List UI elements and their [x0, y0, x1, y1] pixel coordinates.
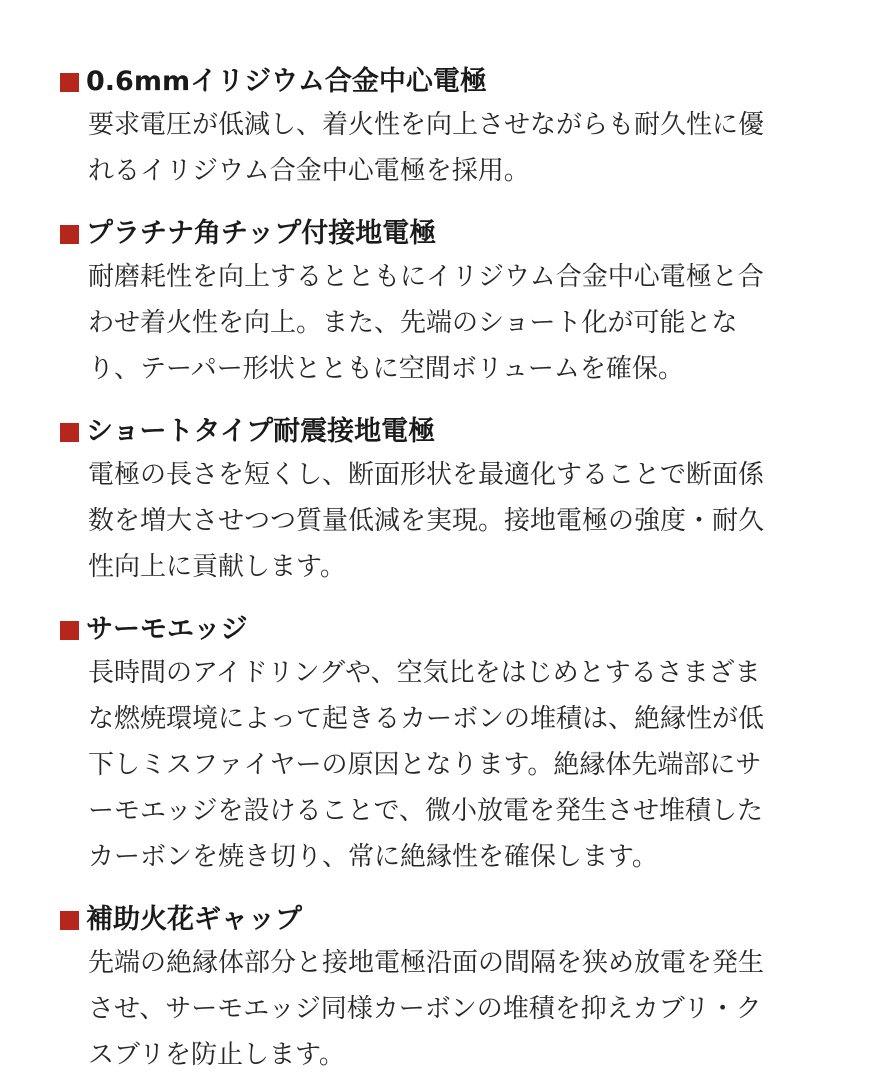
- body-line: わせ着火性を向上。また、先端のショート化が可能とな: [88, 308, 738, 338]
- section-heading: [60, 214, 856, 254]
- section-heading: [60, 900, 856, 940]
- section-thermo-edge: [60, 610, 856, 880]
- body-line: ーモエッジを設けることで、微小放電を発生させ堆積した: [88, 796, 763, 826]
- section-heading: [60, 610, 856, 650]
- section-body: [88, 102, 848, 194]
- section-title: サーモエッジ: [86, 614, 248, 645]
- section-body: [88, 254, 848, 392]
- body-line: 電極の長さを短くし、断面形状を最適化することで断面係: [88, 460, 765, 490]
- red-square-bullet-icon: [60, 911, 79, 930]
- body-line: れるイリジウム合金中心電極を採用。: [88, 156, 530, 186]
- section-short-seismic-ground-electrode: [60, 412, 856, 590]
- section-heading: [60, 412, 856, 452]
- body-line: させ、サーモエッジ同様カーボンの堆積を抑えカブリ・ク: [88, 994, 762, 1024]
- red-square-bullet-icon: [60, 423, 79, 442]
- body-line: カーボンを焼き切り、常に絶縁性を確保します。: [88, 842, 658, 872]
- body-line: 先端の絶縁体部分と接地電極沿面の間隔を狭め放電を発生: [88, 948, 765, 978]
- body-line: り、テーパー形状とともに空間ボリュームを確保。: [88, 354, 684, 384]
- body-line: 下しミスファイヤーの原因となります。絶縁体先端部にサ: [88, 750, 762, 780]
- section-title: 補助火花ギャップ: [86, 904, 302, 935]
- red-square-bullet-icon: [60, 621, 79, 640]
- section-auxiliary-spark-gap: [60, 900, 856, 1078]
- section-platinum-ground-electrode: [60, 214, 856, 392]
- red-square-bullet-icon: [60, 73, 79, 92]
- body-line: 長時間のアイドリングや、空気比をはじめとするさまざま: [88, 658, 761, 688]
- section-body: [88, 940, 848, 1078]
- body-line: な燃焼環境によって起きるカーボンの堆積は、絶縁性が低: [88, 704, 765, 734]
- section-body: [88, 452, 848, 590]
- body-line: 数を増大させつつ質量低減を実現。接地電極の強度・耐久: [88, 506, 765, 536]
- red-square-bullet-icon: [60, 225, 79, 244]
- body-line: スブリを防止します。: [88, 1040, 345, 1070]
- section-title: ショートタイプ耐震接地電極: [86, 416, 436, 447]
- section-title: プラチナ角チップ付接地電極: [86, 218, 437, 249]
- section-title: 0.6mmイリジウム合金中心電極: [86, 66, 487, 97]
- body-line: 要求電圧が低減し、着火性を向上させながらも耐久性に優: [88, 110, 765, 140]
- section-body: [88, 650, 848, 880]
- body-line: 性向上に貢献します。: [88, 552, 346, 582]
- section-heading: [60, 62, 856, 102]
- section-iridium-center-electrode: [60, 62, 856, 194]
- body-line: 耐磨耗性を向上するとともにイリジウム合金中心電極と合: [88, 262, 764, 292]
